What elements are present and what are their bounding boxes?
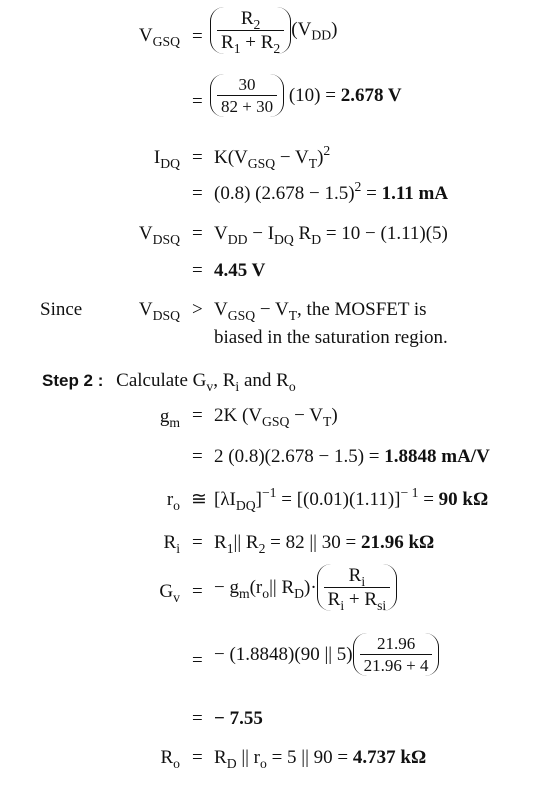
lhs-gm: $g_m$ (159, 406, 180, 430)
ro-formula: $[\lambda I_{DQ}]^{-1} = [(0.01)(1.11)]^{- 1} = 90$ kΩ (214, 484, 489, 513)
vdsq-result: 4.45 V (214, 260, 266, 281)
equals-sign: = (192, 91, 203, 112)
equals-sign: = (192, 405, 203, 426)
vgsq-numeric: $\frac{30}{82 + 30}$ (10) = 2.678 V (210, 74, 402, 117)
equals-sign: = (192, 183, 203, 204)
greater-than-sign: > (192, 299, 203, 320)
equals-sign: = (192, 260, 203, 281)
equals-sign: = (192, 650, 203, 671)
lhs-ro: $r_o$ (166, 489, 180, 513)
vdsq-formula: $V_{DD} - I_{DQ}$ $R_D = 10 - (1.11)(5)$ (214, 223, 448, 247)
lhs-ro-out: $R_o$ (160, 747, 180, 771)
since-label: Since (40, 299, 83, 320)
lhs-idq: $I_{DQ}$ (153, 147, 180, 171)
since-condition: $V_{GSQ} - V_T$, the MOSFET is (214, 299, 427, 323)
approx-sign: ≅ (191, 489, 207, 510)
equals-sign: = (192, 532, 203, 553)
ri-formula: $R_1||$ $R_2 = 82$ || 30 = 21.96 kΩ (214, 532, 435, 556)
saturation-note: biased in the saturation region. (214, 327, 448, 348)
step-2-heading: Step 2 : Calculate $G_v$, $R_i$ and $R_o$ (42, 370, 296, 394)
lhs-vdsq: $V_{DSQ}$ (138, 223, 180, 247)
gv-formula: − $g_m(r_o||$ $R_D)\cdot$ $\frac{R_i}{R_i + R_{si}}$ (214, 564, 397, 611)
equals-sign: = (192, 446, 203, 467)
vgsq-formula: $\frac{R_2}{R_1 + R_2}$ $(V_{DD})$ (210, 7, 337, 54)
equals-sign: = (192, 708, 203, 729)
gv-result: − 7.55 (214, 708, 263, 729)
gm-formula: 2K $(V_{GSQ} - V_T)$ (214, 405, 338, 429)
lhs-vgsq: $V_{GSQ}$ (138, 25, 180, 49)
idq-formula: $K(V_{GSQ} - V_T)^2$ (214, 142, 331, 171)
lhs-ri: $R_i$ (163, 532, 180, 556)
equals-sign: = (192, 147, 203, 168)
equals-sign: = (192, 26, 203, 47)
idq-numeric: (0.8) $(2.678 - 1.5)^2 = 1.11$ mA (214, 178, 449, 204)
equals-sign: = (192, 581, 203, 602)
gv-numeric: − (1.8848)(90 || 5) $\frac{21.96}{21.96 + 4}$ (214, 633, 439, 676)
gm-numeric: 2 (0.8)(2.678 − 1.5) = 1.8848 mA/V (214, 446, 490, 467)
ro-out-formula: $R_D$ || $r_o = 5$ || 90 = 4.737 kΩ (214, 747, 427, 771)
lhs-vdsq-since: $V_{DSQ}$ (138, 299, 180, 323)
equals-sign: = (192, 223, 203, 244)
equals-sign: = (192, 747, 203, 768)
lhs-gv: $G_v$ (159, 581, 180, 605)
